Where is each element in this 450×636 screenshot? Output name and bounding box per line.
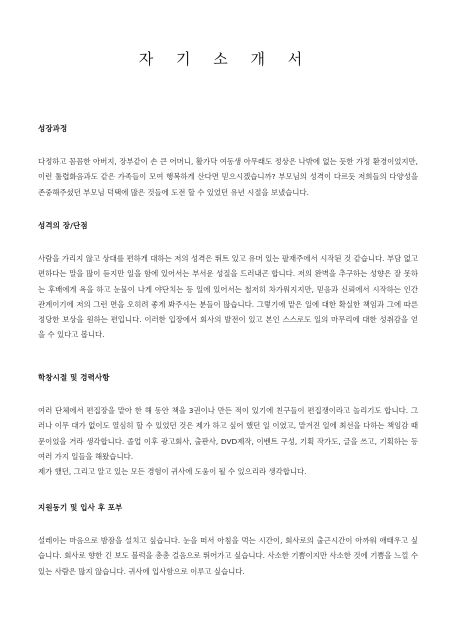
section-body bbox=[38, 403, 418, 479]
paragraph: 설레이는 마음으로 밤잠을 설치고 싶습니다. 눈을 떠서 아침을 먹는 시간이, 회사로의 출근시간이 아까워 애태우고 싶습니다. 회사로 향한 긴 보도 블럭을 총총 걸음으로 뛰어가고 싶습니다. 사소한 기쁨이지만 사소한 것에 기쁨을 느낄 수 있는 사람은 많지 않습니다. 귀사에 입사함으로 이루고 싶습니다. bbox=[38, 536, 418, 576]
section-body bbox=[38, 251, 418, 343]
paragraph: 사람을 가리지 않고 상대를 편하게 대하는 저의 성격은 뛰트 있고 유머 있는 팔재주에서 시작된 것 같습니다. 부담 없고 편하다는 말을 많이 듣지만 일을 함에 있어서는 부서운 성질을 드러내곤 합니다. 저의 완벽을 추구하는 성향은 잘 못하는 후배에게 욕을 하고 눈물이 나게 야단치는 등 일에 있어서는 철저히 차가워지지만, 믿음과 신뢰에서 시작하는 인간관계이기에 저의 그런 면을 오히려 좋게 봐주시는 분들이 많습니다. 그렇기에 맡은 일에 대한 확실한 책임과 그에 따른 정당한 보상을 원하는 편입니다. 이러한 입장에서 회사의 발전이 있고 본인 스스로도 일의 마무리에 대한 성취감을 얻을 수 있다고 봅니다. bbox=[38, 254, 418, 340]
section-body bbox=[38, 533, 418, 579]
paragraph: 여러 단체에서 편집장을 맡아 한 해 동안 책을 3권이나 만든 적이 있기에 친구들이 편집쟁이라고 놀리기도 합니다. 그러나 이무 대가 없이도 열심히 할 수 있었던 것은 제가 하고 싶어 했던 일 이였고, 맡겨진 일에 최선을 다하는 책임감 때문이었을 거라 생각합니다. 졸업 이후 광고회사, 출판사, DVD제작, 이벤트 구성, 기획 작가도, 글을 쓰고, 기획하는 등 여러 가지 일들을 해왔습니다. bbox=[38, 406, 418, 461]
paragraph: 다정하고 꼼꼼한 아버지, 장부같이 손 큰 어머니, 활가닥 여동생 아무래도 정상은 나밖에 없는 듯한 가정 환경이었지만, 이런 툴렵화음과도 같은 가족들이 모여 행복하게 산다면 믿으시겠습니까? 부모님의 성격이 다르듯 저희들의 다양성을 존중해주셨던 부모님 덕택에 많은 것들에 도전 할 수 있었던 유년 시절을 보냈습니다. bbox=[38, 157, 418, 197]
section-body bbox=[38, 154, 418, 200]
section-heading: 학창시절 및 경력사항 bbox=[38, 373, 110, 382]
section-career bbox=[38, 372, 418, 479]
section-heading: 성격의 장/단점 bbox=[38, 221, 88, 230]
section-heading: 성장과정 bbox=[38, 124, 68, 133]
section-motivation bbox=[38, 502, 418, 579]
section-growth bbox=[38, 123, 418, 200]
paragraph: 제가 했던, 그리고 알고 있는 모든 경험이 귀사에 도움이 될 수 있으리라 생각합니다. bbox=[38, 467, 307, 477]
section-personality bbox=[38, 220, 418, 343]
section-heading: 지원동기 및 입사 후 포부 bbox=[38, 503, 123, 512]
document-title: 자 기 소 개 서 bbox=[138, 50, 312, 68]
